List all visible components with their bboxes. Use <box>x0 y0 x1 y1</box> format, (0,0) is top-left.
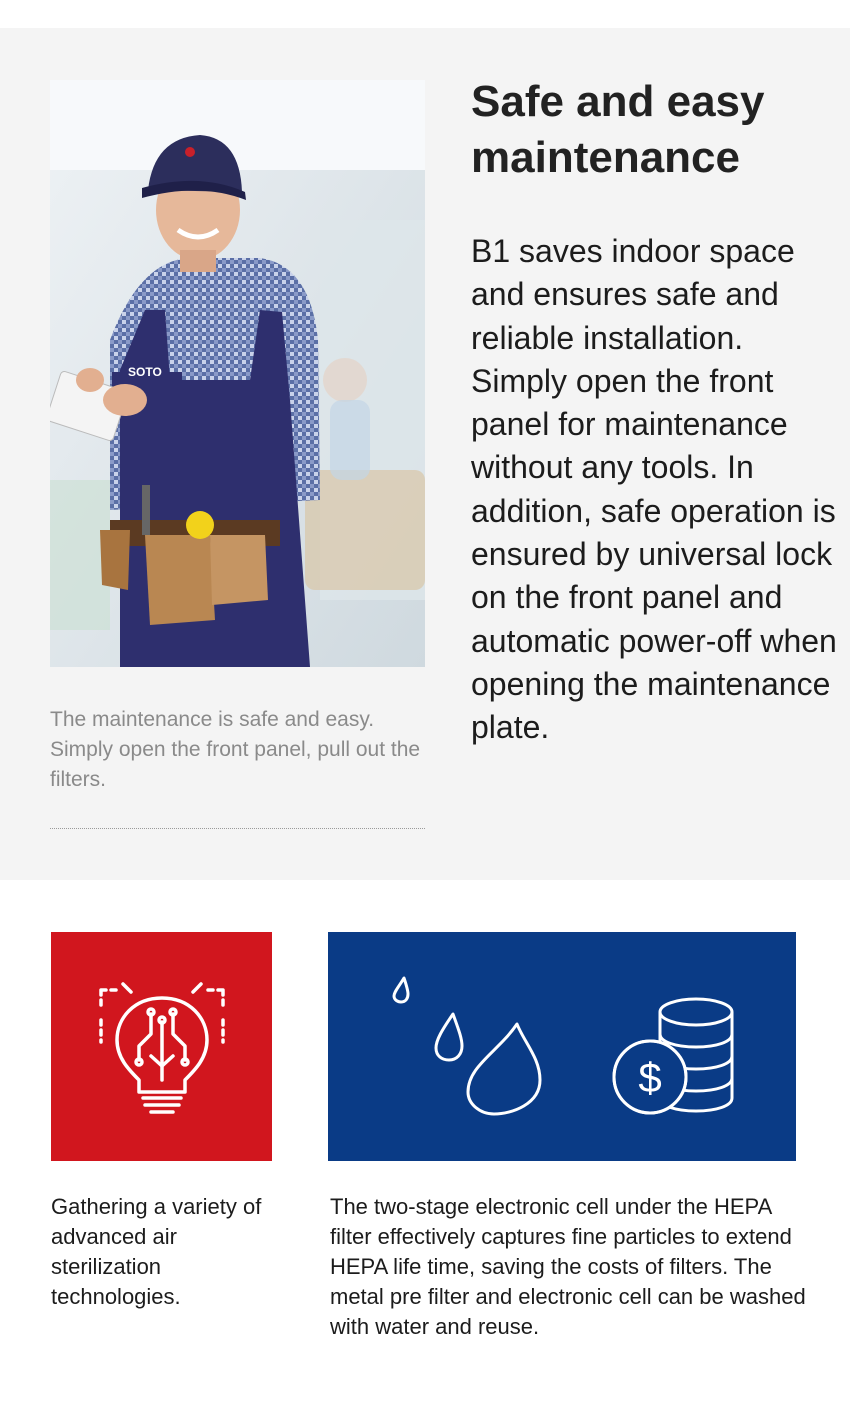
feature-tile-sterilization <box>51 932 272 1161</box>
water-drops-icon <box>394 978 540 1114</box>
caption-divider <box>50 828 425 829</box>
uniform-badge: SOTO <box>128 365 162 379</box>
photo-caption: The maintenance is safe and easy. Simply open the front panel, pull out the filters. <box>50 708 421 791</box>
section-heading: Safe and easy maintenance <box>471 77 765 182</box>
feature-tile-cost-saving <box>328 932 796 1161</box>
coins-dollar-icon <box>614 999 732 1113</box>
section-body: B1 saves indoor space and ensures safe and reliable installation. Simply open the front panel for maintenance without any tools. In addition, safe operation is ensured by universal lock on the front panel and automatic power-off when opening the maintenance plate. <box>471 233 837 746</box>
feature-text-sterilization: Gathering a variety of advanced air sterilization technologies. <box>51 1194 262 1309</box>
technician-illustration <box>50 80 425 667</box>
svg-text:$: $ <box>638 1054 662 1101</box>
lightbulb-circuit-icon <box>51 932 272 1161</box>
tile-icons <box>328 932 796 1161</box>
feature-text-cost-saving: The two-stage electronic cell under the HEPA filter effectively captures fine particles to extend HEPA life time, saving the costs of filters. The metal pre filter and electronic cell can be washed with water and reuse. <box>330 1194 806 1339</box>
technician-photo <box>50 80 425 667</box>
